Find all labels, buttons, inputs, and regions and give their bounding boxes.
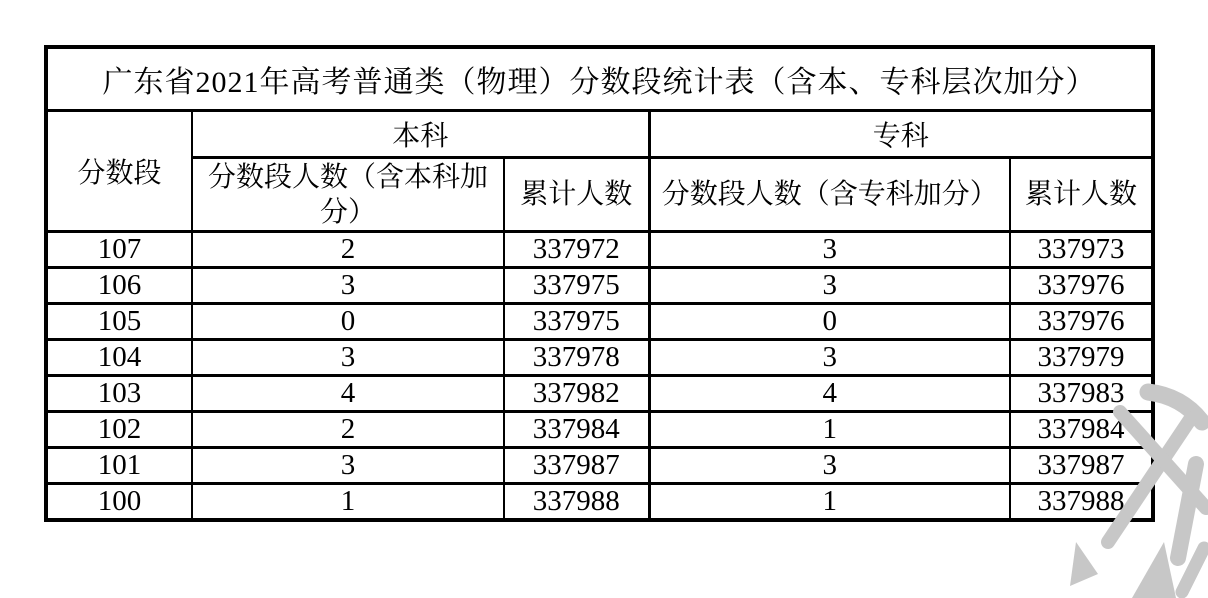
header-jc-count: 分数段人数（含专科加分） xyxy=(649,158,1010,232)
header-ug-cumulative: 累计人数 xyxy=(504,158,649,232)
table-row xyxy=(46,448,1153,484)
cell-jc-cum: 337979 xyxy=(1010,340,1153,376)
header-ug-count: 分数段人数（含本科加分） xyxy=(192,158,504,232)
sub-header-row xyxy=(46,158,1153,232)
cell-score: 107 xyxy=(46,232,192,268)
cell-ug-count: 2 xyxy=(192,232,504,268)
cell-jc-count: 3 xyxy=(649,340,1010,376)
cell-jc-cum: 337984 xyxy=(1010,412,1153,448)
cell-ug-cum: 337975 xyxy=(504,304,649,340)
cell-jc-cum: 337987 xyxy=(1010,448,1153,484)
cell-score: 105 xyxy=(46,304,192,340)
header-jc-cumulative: 累计人数 xyxy=(1010,158,1153,232)
cell-score: 104 xyxy=(46,340,192,376)
header-score-band: 分数段 xyxy=(46,111,192,232)
group-header-row xyxy=(46,111,1153,158)
cell-score: 102 xyxy=(46,412,192,448)
header-group-undergraduate: 本科 xyxy=(192,111,649,158)
cell-jc-count: 1 xyxy=(649,484,1010,521)
cell-ug-count: 1 xyxy=(192,484,504,521)
table-row xyxy=(46,268,1153,304)
table-row xyxy=(46,232,1153,268)
cell-ug-count: 2 xyxy=(192,412,504,448)
score-statistics-table xyxy=(44,45,1155,522)
cell-jc-cum: 337973 xyxy=(1010,232,1153,268)
cell-jc-cum: 337988 xyxy=(1010,484,1153,521)
table-row xyxy=(46,484,1153,521)
table-row xyxy=(46,340,1153,376)
cell-score: 103 xyxy=(46,376,192,412)
cell-ug-cum: 337988 xyxy=(504,484,649,521)
table-row xyxy=(46,376,1153,412)
cell-jc-cum: 337983 xyxy=(1010,376,1153,412)
table-row xyxy=(46,412,1153,448)
cell-jc-count: 3 xyxy=(649,448,1010,484)
table-title: 广东省2021年高考普通类（物理）分数段统计表（含本、专科层次加分） xyxy=(46,47,1153,111)
cell-ug-count: 4 xyxy=(192,376,504,412)
cell-jc-cum: 337976 xyxy=(1010,268,1153,304)
cell-jc-cum: 337976 xyxy=(1010,304,1153,340)
cell-ug-cum: 337984 xyxy=(504,412,649,448)
table-title-row xyxy=(46,47,1153,111)
cell-ug-count: 3 xyxy=(192,340,504,376)
cell-jc-count: 3 xyxy=(649,268,1010,304)
header-group-junior-college: 专科 xyxy=(649,111,1153,158)
cell-ug-cum: 337982 xyxy=(504,376,649,412)
cell-jc-count: 3 xyxy=(649,232,1010,268)
cell-ug-cum: 337987 xyxy=(504,448,649,484)
cell-ug-cum: 337978 xyxy=(504,340,649,376)
table-row xyxy=(46,304,1153,340)
cell-ug-cum: 337975 xyxy=(504,268,649,304)
cell-jc-count: 0 xyxy=(649,304,1010,340)
cell-score: 100 xyxy=(46,484,192,521)
cell-ug-cum: 337972 xyxy=(504,232,649,268)
cell-ug-count: 3 xyxy=(192,448,504,484)
cell-jc-count: 4 xyxy=(649,376,1010,412)
cell-score: 106 xyxy=(46,268,192,304)
cell-score: 101 xyxy=(46,448,192,484)
cell-ug-count: 0 xyxy=(192,304,504,340)
cell-jc-count: 1 xyxy=(649,412,1010,448)
cell-ug-count: 3 xyxy=(192,268,504,304)
